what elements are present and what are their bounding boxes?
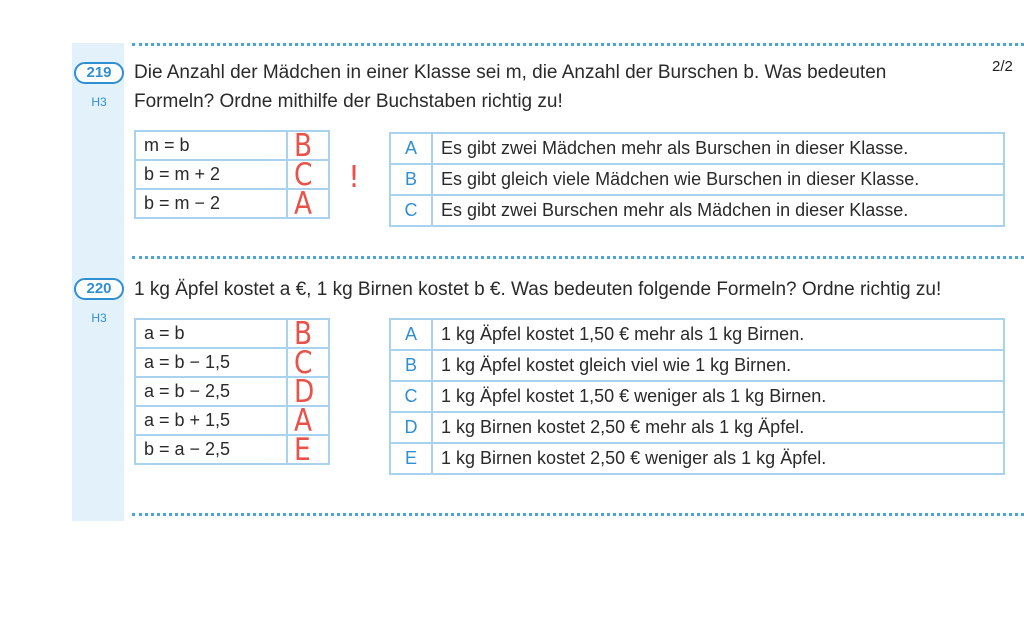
task-219-question-line2: Formeln? Ordne mithilfe der Buchstaben richtig zu!	[134, 91, 563, 112]
option-row	[390, 164, 1004, 195]
dotted-divider-top	[132, 43, 1024, 46]
formula-text: a = b − 1,5	[135, 348, 287, 377]
formula-row	[135, 348, 329, 377]
handwritten-answer: D	[294, 374, 315, 410]
handwritten-exclamation: !	[348, 160, 361, 195]
formula-text: b = m + 2	[135, 160, 287, 189]
formula-text: b = m − 2	[135, 189, 287, 218]
answer-box[interactable]	[287, 403, 329, 439]
answer-box[interactable]	[287, 157, 329, 193]
option-text: 1 kg Birnen kostet 2,50 € mehr als 1 kg Äpfel.	[432, 412, 1004, 443]
option-row	[390, 319, 1004, 350]
formula-row	[135, 377, 329, 406]
option-text: 1 kg Äpfel kostet 1,50 € weniger als 1 kg Birnen.	[432, 381, 1004, 412]
handwritten-answer: B	[294, 128, 313, 164]
option-text: 1 kg Birnen kostet 2,50 € weniger als 1 kg Äpfel.	[432, 443, 1004, 474]
option-text: 1 kg Äpfel kostet 1,50 € mehr als 1 kg Birnen.	[432, 319, 1004, 350]
formula-row	[135, 406, 329, 435]
formula-text: a = b − 2,5	[135, 377, 287, 406]
formula-row	[135, 131, 329, 160]
option-letter: E	[390, 443, 432, 474]
handwritten-answer: B	[294, 316, 313, 352]
option-row	[390, 133, 1004, 164]
formula-row	[135, 435, 329, 464]
option-letter: A	[390, 319, 432, 350]
formula-row	[135, 160, 329, 189]
option-letter: C	[390, 195, 432, 226]
handwritten-answer: A	[294, 403, 313, 439]
option-text: 1 kg Äpfel kostet gleich viel wie 1 kg Birnen.	[432, 350, 1004, 381]
task-number-220: 220	[74, 278, 124, 300]
option-text: Es gibt gleich viele Mädchen wie Burschen in dieser Klasse.	[432, 164, 1004, 195]
page-indicator: 2/2	[992, 58, 1013, 75]
option-row	[390, 443, 1004, 474]
answer-box[interactable]	[287, 345, 329, 381]
option-letter: B	[390, 164, 432, 195]
handwritten-answer: C	[294, 345, 313, 381]
dotted-divider-middle	[132, 256, 1024, 259]
option-text: Es gibt zwei Burschen mehr als Mädchen in dieser Klasse.	[432, 195, 1004, 226]
formula-text: a = b	[135, 319, 287, 348]
option-row	[390, 195, 1004, 226]
option-row	[390, 381, 1004, 412]
option-text: Es gibt zwei Mädchen mehr als Burschen in dieser Klasse.	[432, 133, 1004, 164]
answer-box[interactable]	[287, 316, 329, 352]
answer-box[interactable]	[287, 128, 329, 164]
option-letter: A	[390, 133, 432, 164]
answer-box[interactable]	[287, 374, 329, 410]
option-letter: B	[390, 350, 432, 381]
formula-row	[135, 189, 329, 218]
answer-box[interactable]	[287, 432, 329, 468]
task-level-220: H3	[91, 311, 107, 325]
task-219-options-table	[389, 132, 1005, 227]
formula-text: m = b	[135, 131, 287, 160]
task-220-options-table	[389, 318, 1005, 475]
task-219-formula-table	[134, 128, 330, 222]
answer-box[interactable]	[287, 186, 329, 222]
task-number-219: 219	[74, 62, 124, 84]
handwritten-answer: C	[294, 157, 313, 193]
formula-text: a = b + 1,5	[135, 406, 287, 435]
option-row	[390, 350, 1004, 381]
task-220-question-line1: 1 kg Äpfel kostet a €, 1 kg Birnen kostet b €. Was bedeuten folgende Formeln? Ordne richtig zu!	[134, 279, 942, 300]
handwritten-answer: E	[294, 432, 311, 468]
task-220-formula-table	[134, 316, 330, 468]
option-letter: C	[390, 381, 432, 412]
formula-row	[135, 319, 329, 348]
handwritten-answer: A	[294, 186, 313, 222]
option-row	[390, 412, 1004, 443]
option-letter: D	[390, 412, 432, 443]
formula-text: b = a − 2,5	[135, 435, 287, 464]
dotted-divider-bottom	[132, 513, 1024, 516]
task-level-219: H3	[91, 95, 107, 109]
task-219-question-line1: Die Anzahl der Mädchen in einer Klasse sei m, die Anzahl der Burschen b. Was bedeuten	[134, 62, 887, 83]
